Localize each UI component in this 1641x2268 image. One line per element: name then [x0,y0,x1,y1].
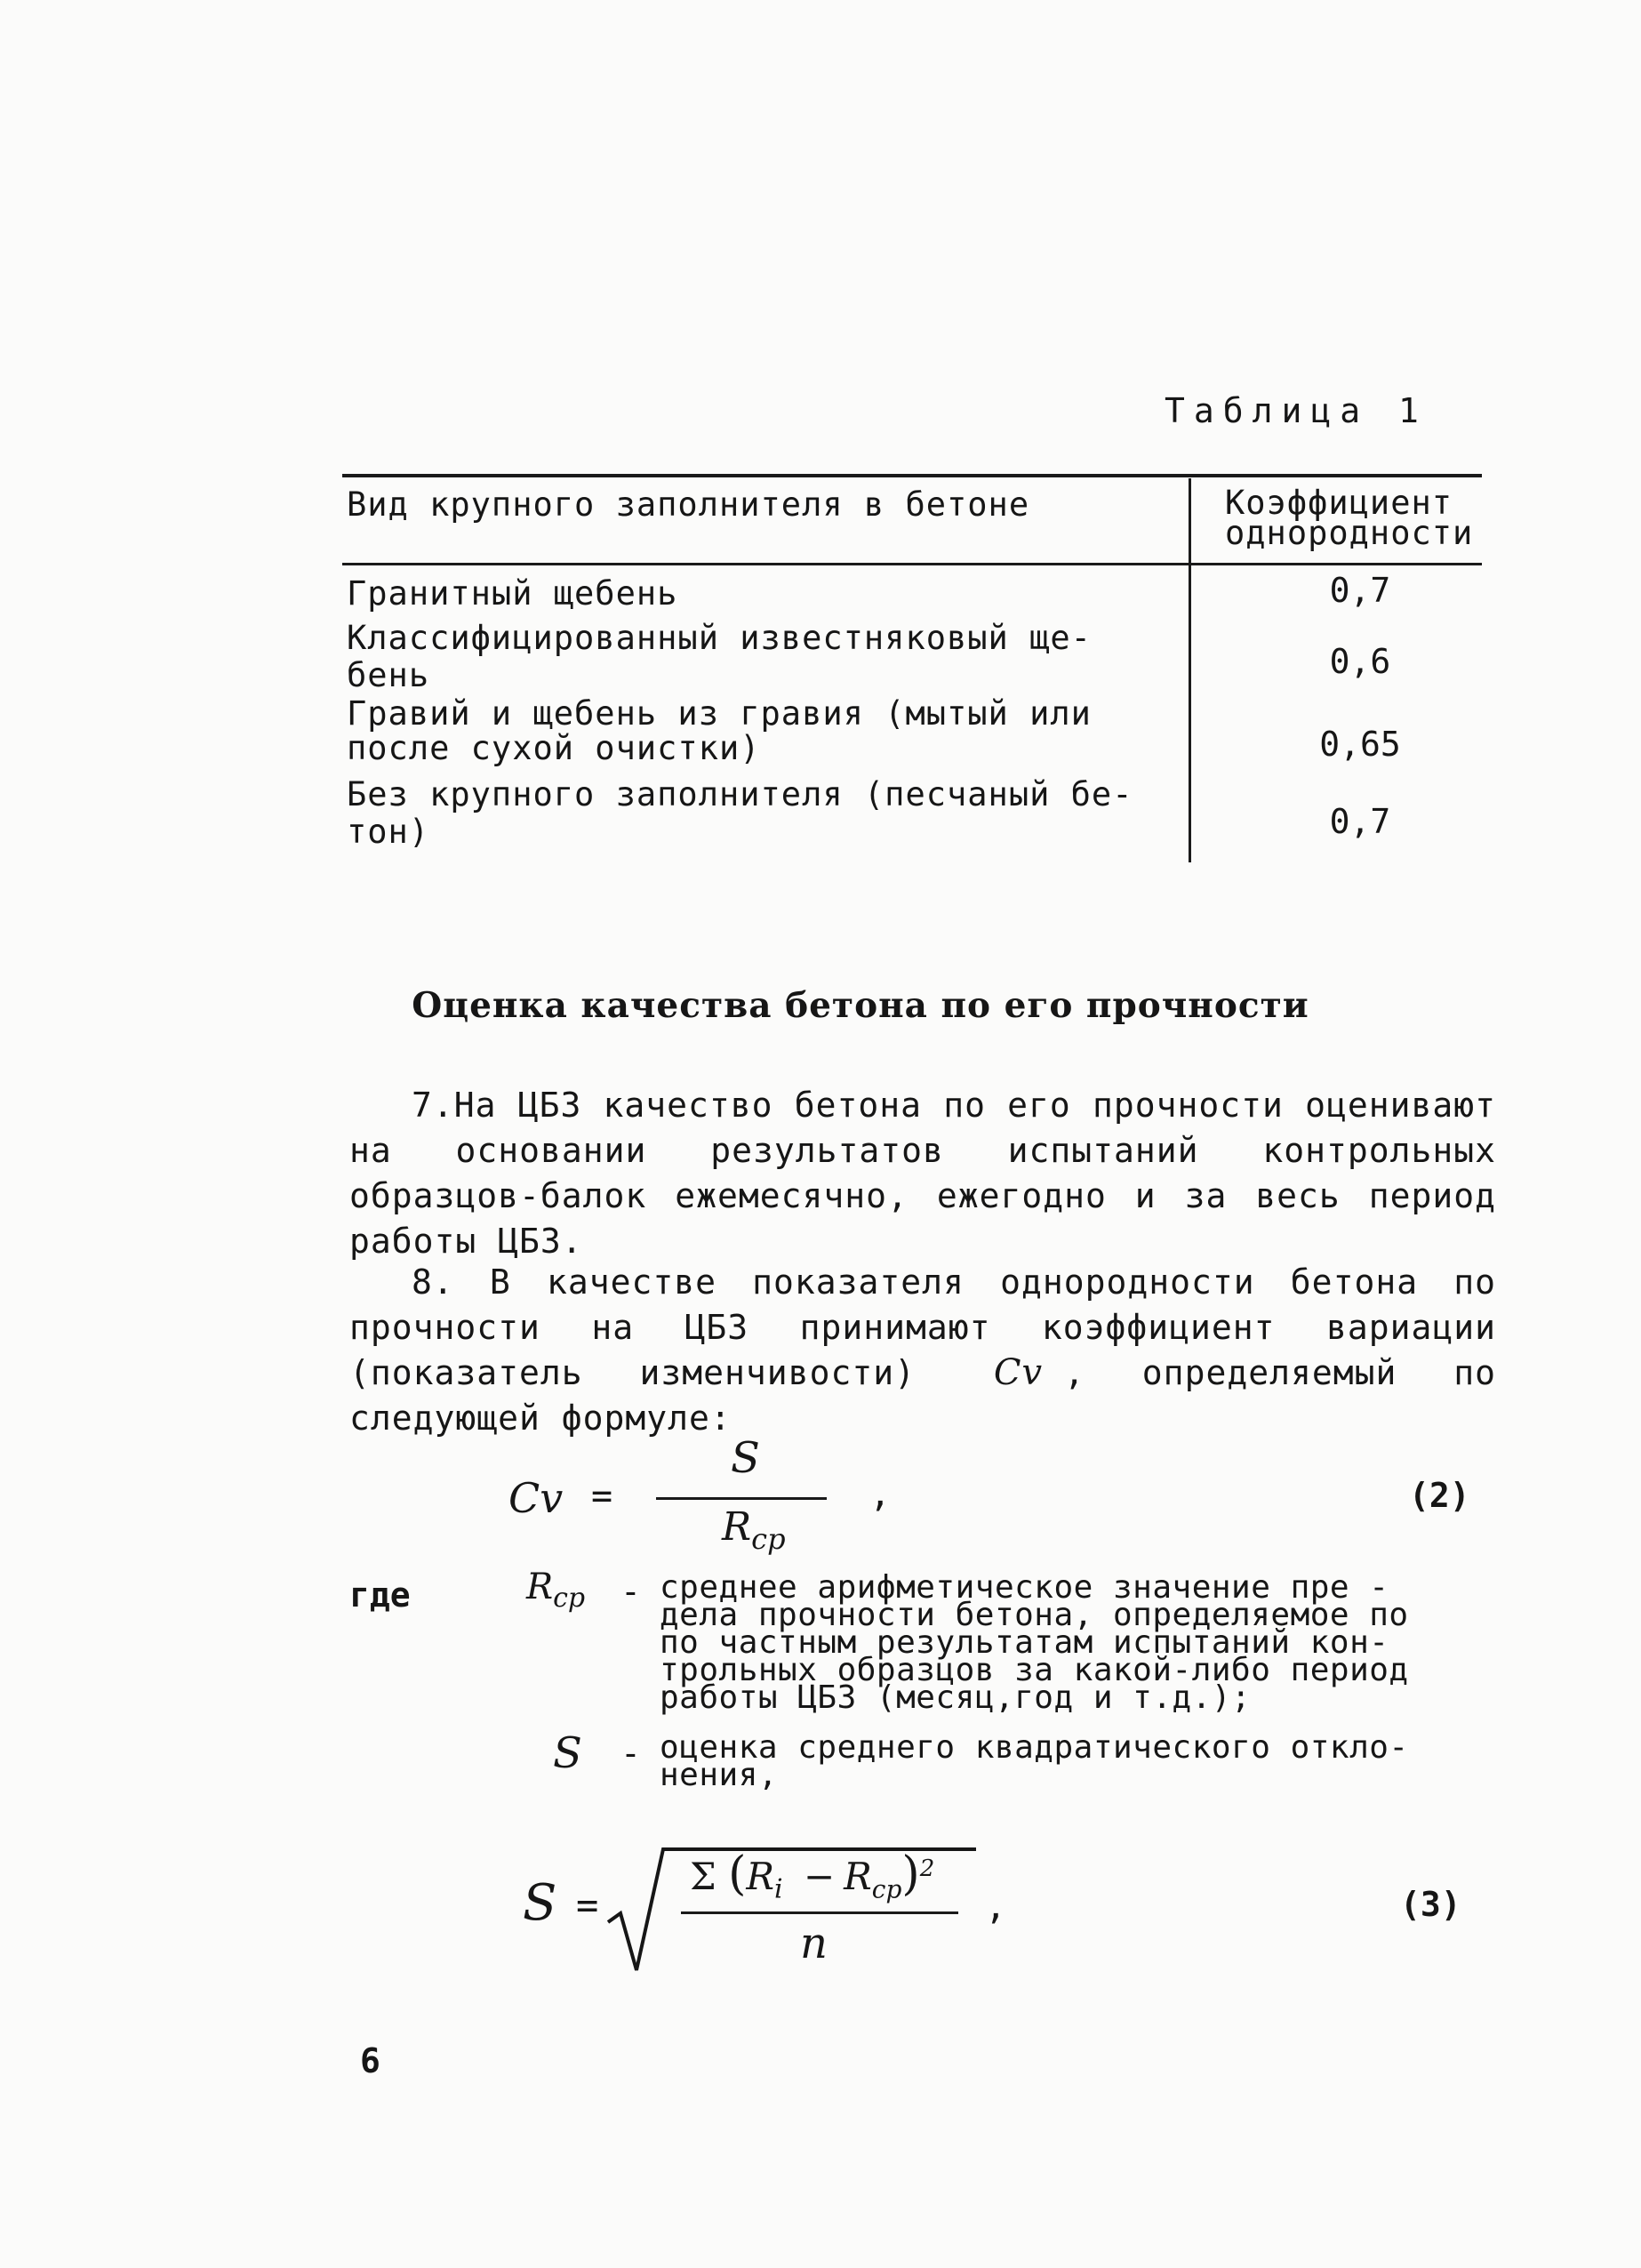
definition-s-line: нения, [660,1757,779,1793]
table-row-3-label-line1: Гравий и щебень из гравия (мытый или [347,694,1092,733]
definition-s-symbol: S [553,1728,582,1778]
formula-3-fraction-bar [681,1911,958,1914]
definition-s-line: оценка среднего квадратического откло- [660,1729,1409,1766]
definition-rcp-line: трольных образцов за какой-либо период [660,1652,1409,1688]
formula-3-open-paren: ( [728,1847,747,1901]
definition-rcp-symbol-sub: cp [553,1583,586,1614]
definition-rcp-symbol-main: R [526,1567,554,1607]
where-label: где [349,1575,411,1615]
table-row-3-label-line2: после сухой очистки) [347,729,761,767]
formula-3-comma: , [985,1887,1007,1927]
paragraph-8-text-before: 8. В качестве показателя однородности бетона по прочности на ЦБЗ принимают коэффициент вариации (показатель изменчивости) [349,1262,1496,1392]
formula-3 [0,1840,1641,1983]
paragraph-8-text-after: , определяемый по следующей формуле: [349,1353,1496,1438]
formula-2-fraction-bar [656,1497,827,1500]
definition-s-dash: - [620,1734,641,1773]
formula-3-ri-sub: i [773,1873,783,1905]
definition-rcp-text [660,1569,1486,1716]
table-column-divider [1189,478,1191,862]
definition-rcp-line: работы ЦБЗ (месяц,год и т.д.); [660,1679,1252,1716]
formula-3-lhs: S [523,1874,557,1932]
definition-rcp-line: по частным результатам испытаний кон- [660,1624,1389,1661]
definition-s-text [660,1729,1486,1793]
page-number: 6 [360,2041,380,2080]
definition-rcp-symbol [526,1567,585,1614]
formula-3-number: (3) [1400,1885,1461,1924]
table-row-3-value: 0,65 [1319,725,1401,764]
paragraph-8 [349,1260,1496,1441]
table-header-rule [342,563,1482,565]
formula-2-equals: = [591,1476,613,1517]
table-header-coef-line1: Коэффициент [1225,484,1453,522]
table-row-2-label-line1: Классифицированный известняковый ще- [347,619,1092,657]
formula-2 [0,1433,1641,1556]
table-row-1-value: 0,7 [1329,571,1391,610]
formula-2-denominator-sub: cp [751,1521,786,1556]
formula-3-numerator [690,1847,934,1904]
formula-3-close-paren: ) [901,1847,920,1901]
formula-2-denominator [722,1504,786,1556]
formula-2-numerator: S [731,1433,760,1483]
formula-3-denominator: n [800,1919,828,1968]
definition-rcp-dash: - [620,1572,641,1611]
formula-2-number: (2) [1409,1476,1470,1515]
table-row-2-value: 0,6 [1329,642,1391,681]
formula-2-lhs: Cv [508,1474,564,1522]
paragraph-7-text: 7.На ЦБЗ качество бетона по его прочности оценивают на основании результатов испытаний контрольных образцов-балок ежемесячно, ежегодно и за весь период работы ЦБЗ. [349,1086,1496,1261]
formula-2-denominator-main: R [722,1504,752,1550]
table-row-2-label-line2: бень [347,656,430,694]
table-header-coef-line2: однородности [1225,514,1474,552]
formula-3-rcp-sub: cp [871,1874,902,1904]
table-caption: Таблица 1 [1165,391,1428,430]
formula-3-ri: R [746,1855,774,1898]
formula-3-power: 2 [919,1855,935,1882]
definition-rcp-line: среднее арифметическое значение пре - [660,1569,1389,1606]
table-row-1-label: Гранитный щебень [347,574,678,613]
table-header-type: Вид крупного заполнителя в бетоне [347,485,1030,524]
formula-3-equals: = [576,1883,599,1927]
definition-rcp-line: дела прочности бетона, определяемое по [660,1597,1409,1633]
table-row-4-label-line1: Без крупного заполнителя (песчаный бе- [347,775,1133,813]
table-row-4-value: 0,7 [1329,802,1391,841]
formula-3-rcp: R [844,1855,872,1898]
formula-2-comma: , [869,1474,892,1515]
coefficient-variation-symbol: Cv [993,1352,1044,1393]
formula-3-sigma: Σ [690,1855,716,1898]
paragraph-7 [349,1083,1496,1264]
table-row-4-label-line2: тон) [347,813,430,851]
table-top-rule [342,474,1482,477]
formula-3-minus: − [803,1855,836,1898]
section-heading: Оценка качества бетона по его прочности [412,985,1309,1026]
